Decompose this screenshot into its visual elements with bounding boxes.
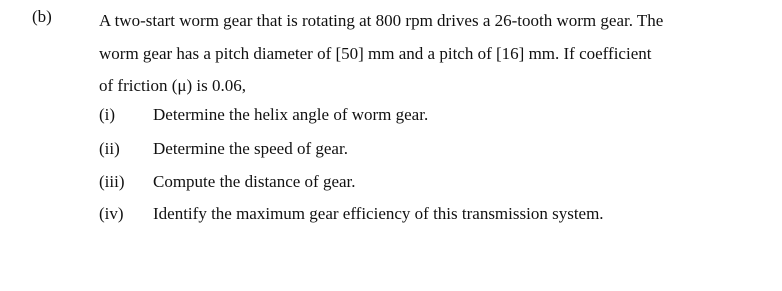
sub-question-number: (iii) bbox=[99, 172, 125, 191]
sub-question-number: (ii) bbox=[99, 139, 120, 158]
sub-question-text: Compute the distance of gear. bbox=[153, 172, 356, 191]
stem-line: worm gear has a pitch diameter of [50] mm and a pitch of [16] mm. If coefficient bbox=[99, 43, 652, 63]
sub-question-text: Determine the speed of gear. bbox=[153, 139, 348, 158]
part-label: (b) bbox=[32, 7, 52, 26]
stem-line: A two-start worm gear that is rotating at 800 rpm drives a 26-tooth worm gear. The bbox=[99, 11, 664, 30]
stem-line: of friction (μ) is 0.06, bbox=[99, 76, 246, 95]
question-stem bbox=[99, 5, 759, 103]
sub-question-text: Identify the maximum gear efficiency of this transmission system. bbox=[153, 204, 604, 223]
sub-question-number: (i) bbox=[99, 105, 116, 124]
sub-question-text: Determine the helix angle of worm gear. bbox=[153, 105, 429, 124]
sub-question-number: (iv) bbox=[99, 204, 124, 223]
